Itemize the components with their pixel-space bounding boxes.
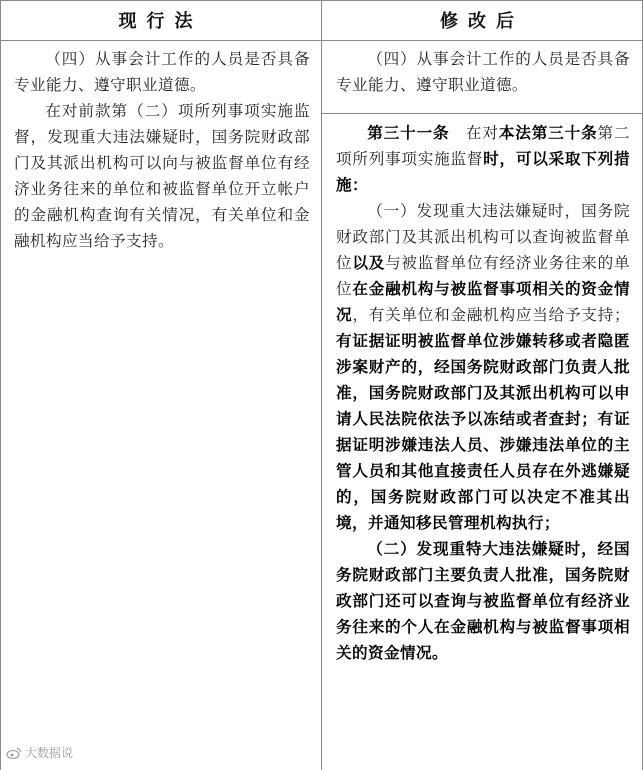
item-1-seg-5: 有证据证明被监督单位涉嫌转移或者隐匿涉案财产的，经国务院财政部门负责人批准，国务院财政部门及其派出机构可以申请人民法院依法予以冻结或者查封；有证据证明涉嫌违法人员、涉嫌违法单位的主管人员和其他直接责任人员存在外逃嫌疑的，国务院财政部门可以决定不准其出境，并通知移民管理机构执行；: [336, 331, 630, 532]
amended-item-4-cell: [336, 46, 630, 98]
row-divider-right: [322, 113, 643, 114]
item-1-seg-1: 以及: [352, 253, 386, 272]
item-1-seg-0: （一）发现重大违法嫌疑时，国务院财政部门及其派出机构可以查询被监督单位: [336, 202, 630, 272]
amended-item-4: （四）从事会计工作的人员是否具备专业能力、遵守职业道德。: [336, 50, 630, 94]
article-31-intro: [336, 120, 630, 198]
item-1-seg-2: 与被监督单位有经济业务往来的单位: [336, 254, 630, 298]
article-31-text-c: 时，可以采取下列措施：: [336, 149, 630, 194]
current-law-item-4: （四）从事会计工作的人员是否具备专业能力、遵守职业道德。: [14, 50, 310, 94]
header-amended: 修改后: [440, 11, 524, 32]
article-31-title: 第三十一条: [367, 123, 450, 142]
item-2-seg-0: （二）发现重特大违法嫌疑时，经国务院财政部门主要负责人批准，国务院财政部门还可以查询与被监督单位有经济业务往来的个人在金融机构与被监督事项相关的资金情况。: [336, 539, 630, 662]
amended-article-31-cell: [336, 120, 630, 666]
watermark-text: 大数据说: [25, 746, 74, 760]
weibo-icon: [6, 747, 22, 759]
article-31-ref: 本法第三十条: [498, 123, 598, 142]
item-1-seg-4: ，有关单位和金融机构应当给予支持；: [352, 306, 630, 324]
article-31-item-2: [336, 536, 630, 666]
watermark: [6, 744, 73, 761]
current-law-cell: [14, 46, 310, 254]
article-31-text-b: 第二项所列事项实施监督: [336, 124, 630, 168]
current-law-paragraph: 在对前款第（二）项所列事项实施监督，发现重大违法嫌疑时，国务院财政部门及其派出机构可以向与被监督单位有经济业务往来的单位和被监督单位开立帐户的金融机构查询有关情况，有关单位和金融机构应当给予支持。: [14, 102, 310, 250]
item-1-seg-3: 在金融机构与被监督事项相关的资金情况: [336, 279, 630, 324]
article-31-item-1: [336, 198, 630, 536]
header-current-law: 现行法: [118, 11, 203, 32]
column-divider: [321, 0, 322, 770]
article-31-text-a: 在对: [449, 124, 499, 142]
table-left-border: [0, 0, 1, 770]
